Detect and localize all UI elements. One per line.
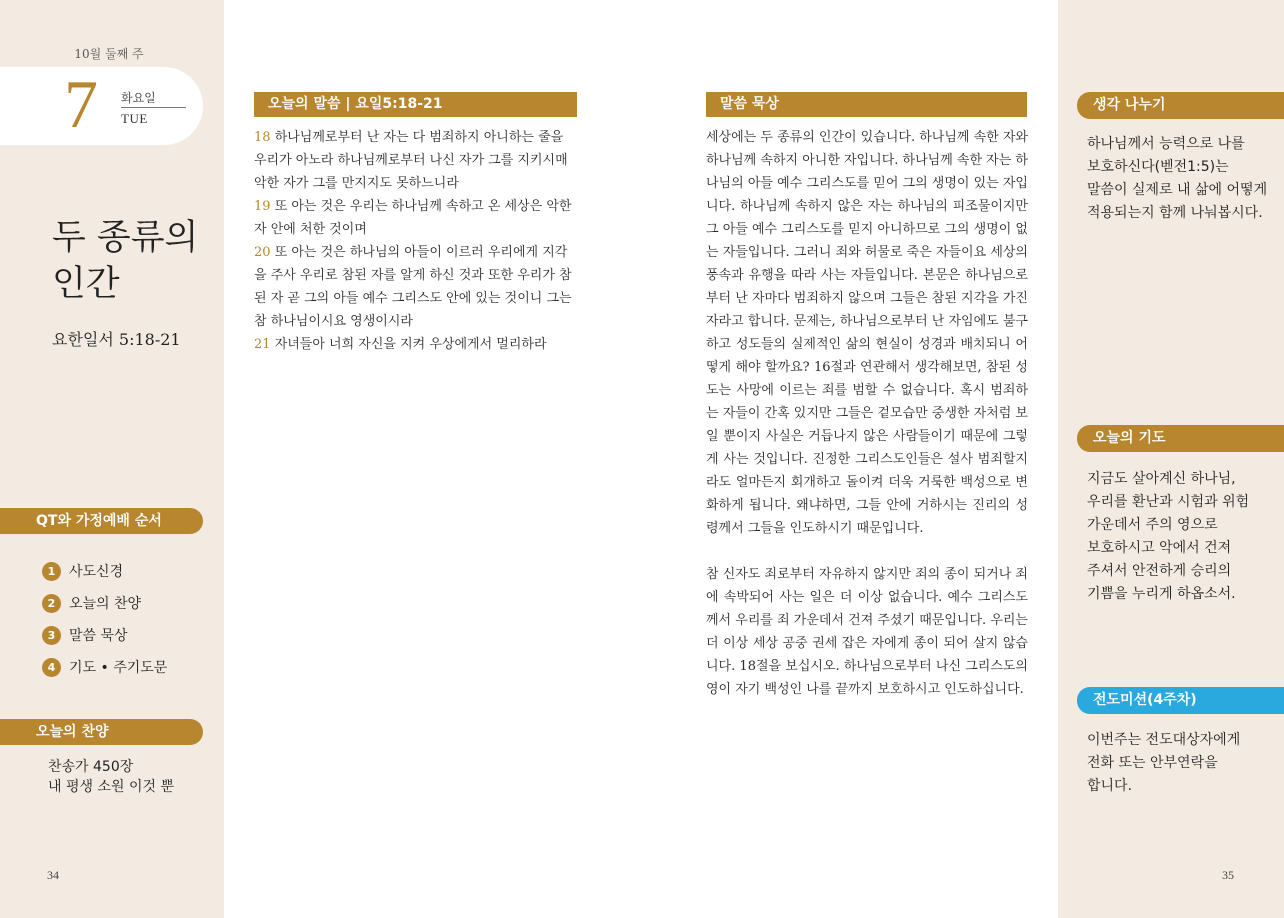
prayer-text [1087,468,1267,606]
title-line: 인간 [52,264,120,304]
verse-number: 21 [254,337,271,352]
date-pill [0,67,203,145]
share-line: 보호하신다(벧전1:5)는 [1087,159,1229,175]
verse-text: 또 아는 것은 우리는 하나님께 속하고 온 세상은 악한 자 안에 처한 것이며 [254,199,572,237]
share-text [1087,133,1267,225]
prayer-line: 주셔서 안전하게 승리의 [1087,563,1232,579]
verse [254,333,578,356]
prayer-line: 보호하시고 악에서 건져 [1087,540,1232,556]
number-badge: 2 [42,594,61,613]
verse-text: 자녀들아 너희 자신을 지켜 우상에게서 멀리하라 [274,337,547,352]
verse-number: 19 [254,199,271,214]
share-line: 말씀이 실제로 내 삶에 어떻게 [1087,182,1268,198]
order-header: QT와 가정예배 순서 [0,508,203,534]
hymn-line: 찬송가 450장 [48,759,134,775]
hymn-line: 내 평생 소원 이것 뿐 [48,779,174,795]
verse [254,195,578,241]
verse-text: 또 아는 것은 하나님의 아들이 이르러 우리에게 지각을 주사 우리로 참된 자를 알게 하신 것과 또한 우리가 참된 자 곧 그의 아들 예수 그리스도 안에 있는 것이니 그는 참 하나님이시요 영생이시라 [254,245,572,329]
list-item-label: 사도신경 [69,564,124,580]
verse-text: 하나님께로부터 난 자는 다 범죄하지 아니하는 줄을 우리가 아노라 하나님께로부터 나신 자가 그를 지키시매 악한 자가 그를 만지지도 못하느니라 [254,130,568,191]
verse-number: 18 [254,130,271,145]
list-item [42,587,167,619]
share-line: 적용되는지 함께 나눠봅시다. [1087,205,1263,221]
meditation-header: 말씀 묵상 [706,92,1027,117]
meditation-paragraph: 참 신자도 죄로부터 자유하지 않지만 죄의 종이 되거나 죄에 속박되어 사는 일은 더 이상 없습니다. 예수 그리스도께서 우리를 죄 가운데서 건져 주셨기 때문입니다. 우리는 더 이상 세상 공중 권세 잡은 자에게 종이 되어 살지 않습니다. 18절을 보십시오. 하나님으로부터 나신 그리스도의 영이 자기 백성인 나를 끝까지 보호하시고 인도하십니다. [706,567,1028,697]
verse [254,126,578,195]
prayer-header: 오늘의 기도 [1077,425,1284,452]
order-list [42,555,167,683]
verse [254,241,578,333]
list-item-label: 말씀 묵상 [69,628,128,644]
list-item [42,619,167,651]
number-badge: 1 [42,562,61,581]
meditation-body [706,126,1028,701]
week-label: 10월 둘째 주 [74,47,144,61]
share-header: 생각 나누기 [1077,92,1284,119]
mission-line: 전화 또는 안부연락을 [1087,755,1218,771]
page-number-right: 35 [1222,868,1234,882]
left-sidebar [0,0,224,918]
mission-line: 합니다. [1087,778,1133,794]
prayer-line: 우리를 환난과 시험과 위험 [1087,494,1250,510]
list-item [42,651,167,683]
weekday-divider [121,107,186,108]
title-line: 두 종류의 [52,218,199,258]
hymn-header: 오늘의 찬양 [0,719,203,745]
mission-header: 전도미션(4주차) [1077,687,1284,714]
number-badge: 4 [42,658,61,677]
weekday-english: TUE [121,111,148,126]
page-title [52,215,198,307]
list-item-label: 기도 • 주기도문 [69,660,168,676]
page-number-left: 34 [47,868,59,882]
scripture-verses [254,126,578,356]
verse-number: 20 [254,245,271,260]
prayer-line: 지금도 살아계신 하나님, [1087,471,1236,487]
mission-text [1087,729,1267,798]
share-line: 하나님께서 능력으로 나를 [1087,136,1245,152]
meditation-paragraph: 세상에는 두 종류의 인간이 있습니다. 하나님께 속한 자와 하나님께 속하지 아니한 자입니다. 하나님께 속한 자는 하나님의 아들 예수 그리스도를 믿어 그의 생명이 있는 자입니다. 하나님께 속하지 않은 자는 하나님의 피조물이지만 그 아들 예수 그리스도를 믿지 아니하므로 그의 생명이 없는 자들입니다. 그러니 죄와 허물로 죽은 자들이요 세상의 풍속과 유행을 따라 사는 자들입니다. 본문은 하나님으로부터 난 자마다 범죄하지 않으며 그들은 참된 지각을 가진 자라고 합니다. 문제는, 하나님으로부터 난 자임에도 불구하고 성도들의 실제적인 삶의 현실이 성경과 배치되니 어떻게 해야 할까요? 16절과 연관해서 생각해보면, 참된 성도는 사망에 이르는 죄를 범할 수 없습니다. 혹시 범죄하는 자들이 간혹 있지만 그들은 겉모습만 중생한 자처럼 보일 뿐이지 사실은 거듭나지 않은 사람들이기 때문에 그렇게 사는 것입니다. 진정한 그리스도인들은 설사 범죄할지라도 얼마든지 회개하고 돌이켜 더욱 거룩한 백성으로 변화하게 됩니다. 왜냐하면, 그들 안에 거하시는 진리의 성령께서 그들을 인도하시기 때문입니다. [706,130,1028,536]
number-badge: 3 [42,626,61,645]
list-item [42,555,167,587]
prayer-line: 가운데서 주의 영으로 [1087,517,1218,533]
mission-line: 이번주는 전도대상자에게 [1087,732,1241,748]
word-header: 오늘의 말씀 | 요일5:18-21 [254,92,577,117]
hymn-text [48,757,174,797]
list-item-label: 오늘의 찬양 [69,596,142,612]
scripture-reference: 요한일서 5:18-21 [52,330,181,349]
weekday-korean: 화요일 [121,91,156,105]
prayer-line: 기쁨을 누리게 하옵소서. [1087,586,1236,602]
day-number: 7 [64,66,98,142]
